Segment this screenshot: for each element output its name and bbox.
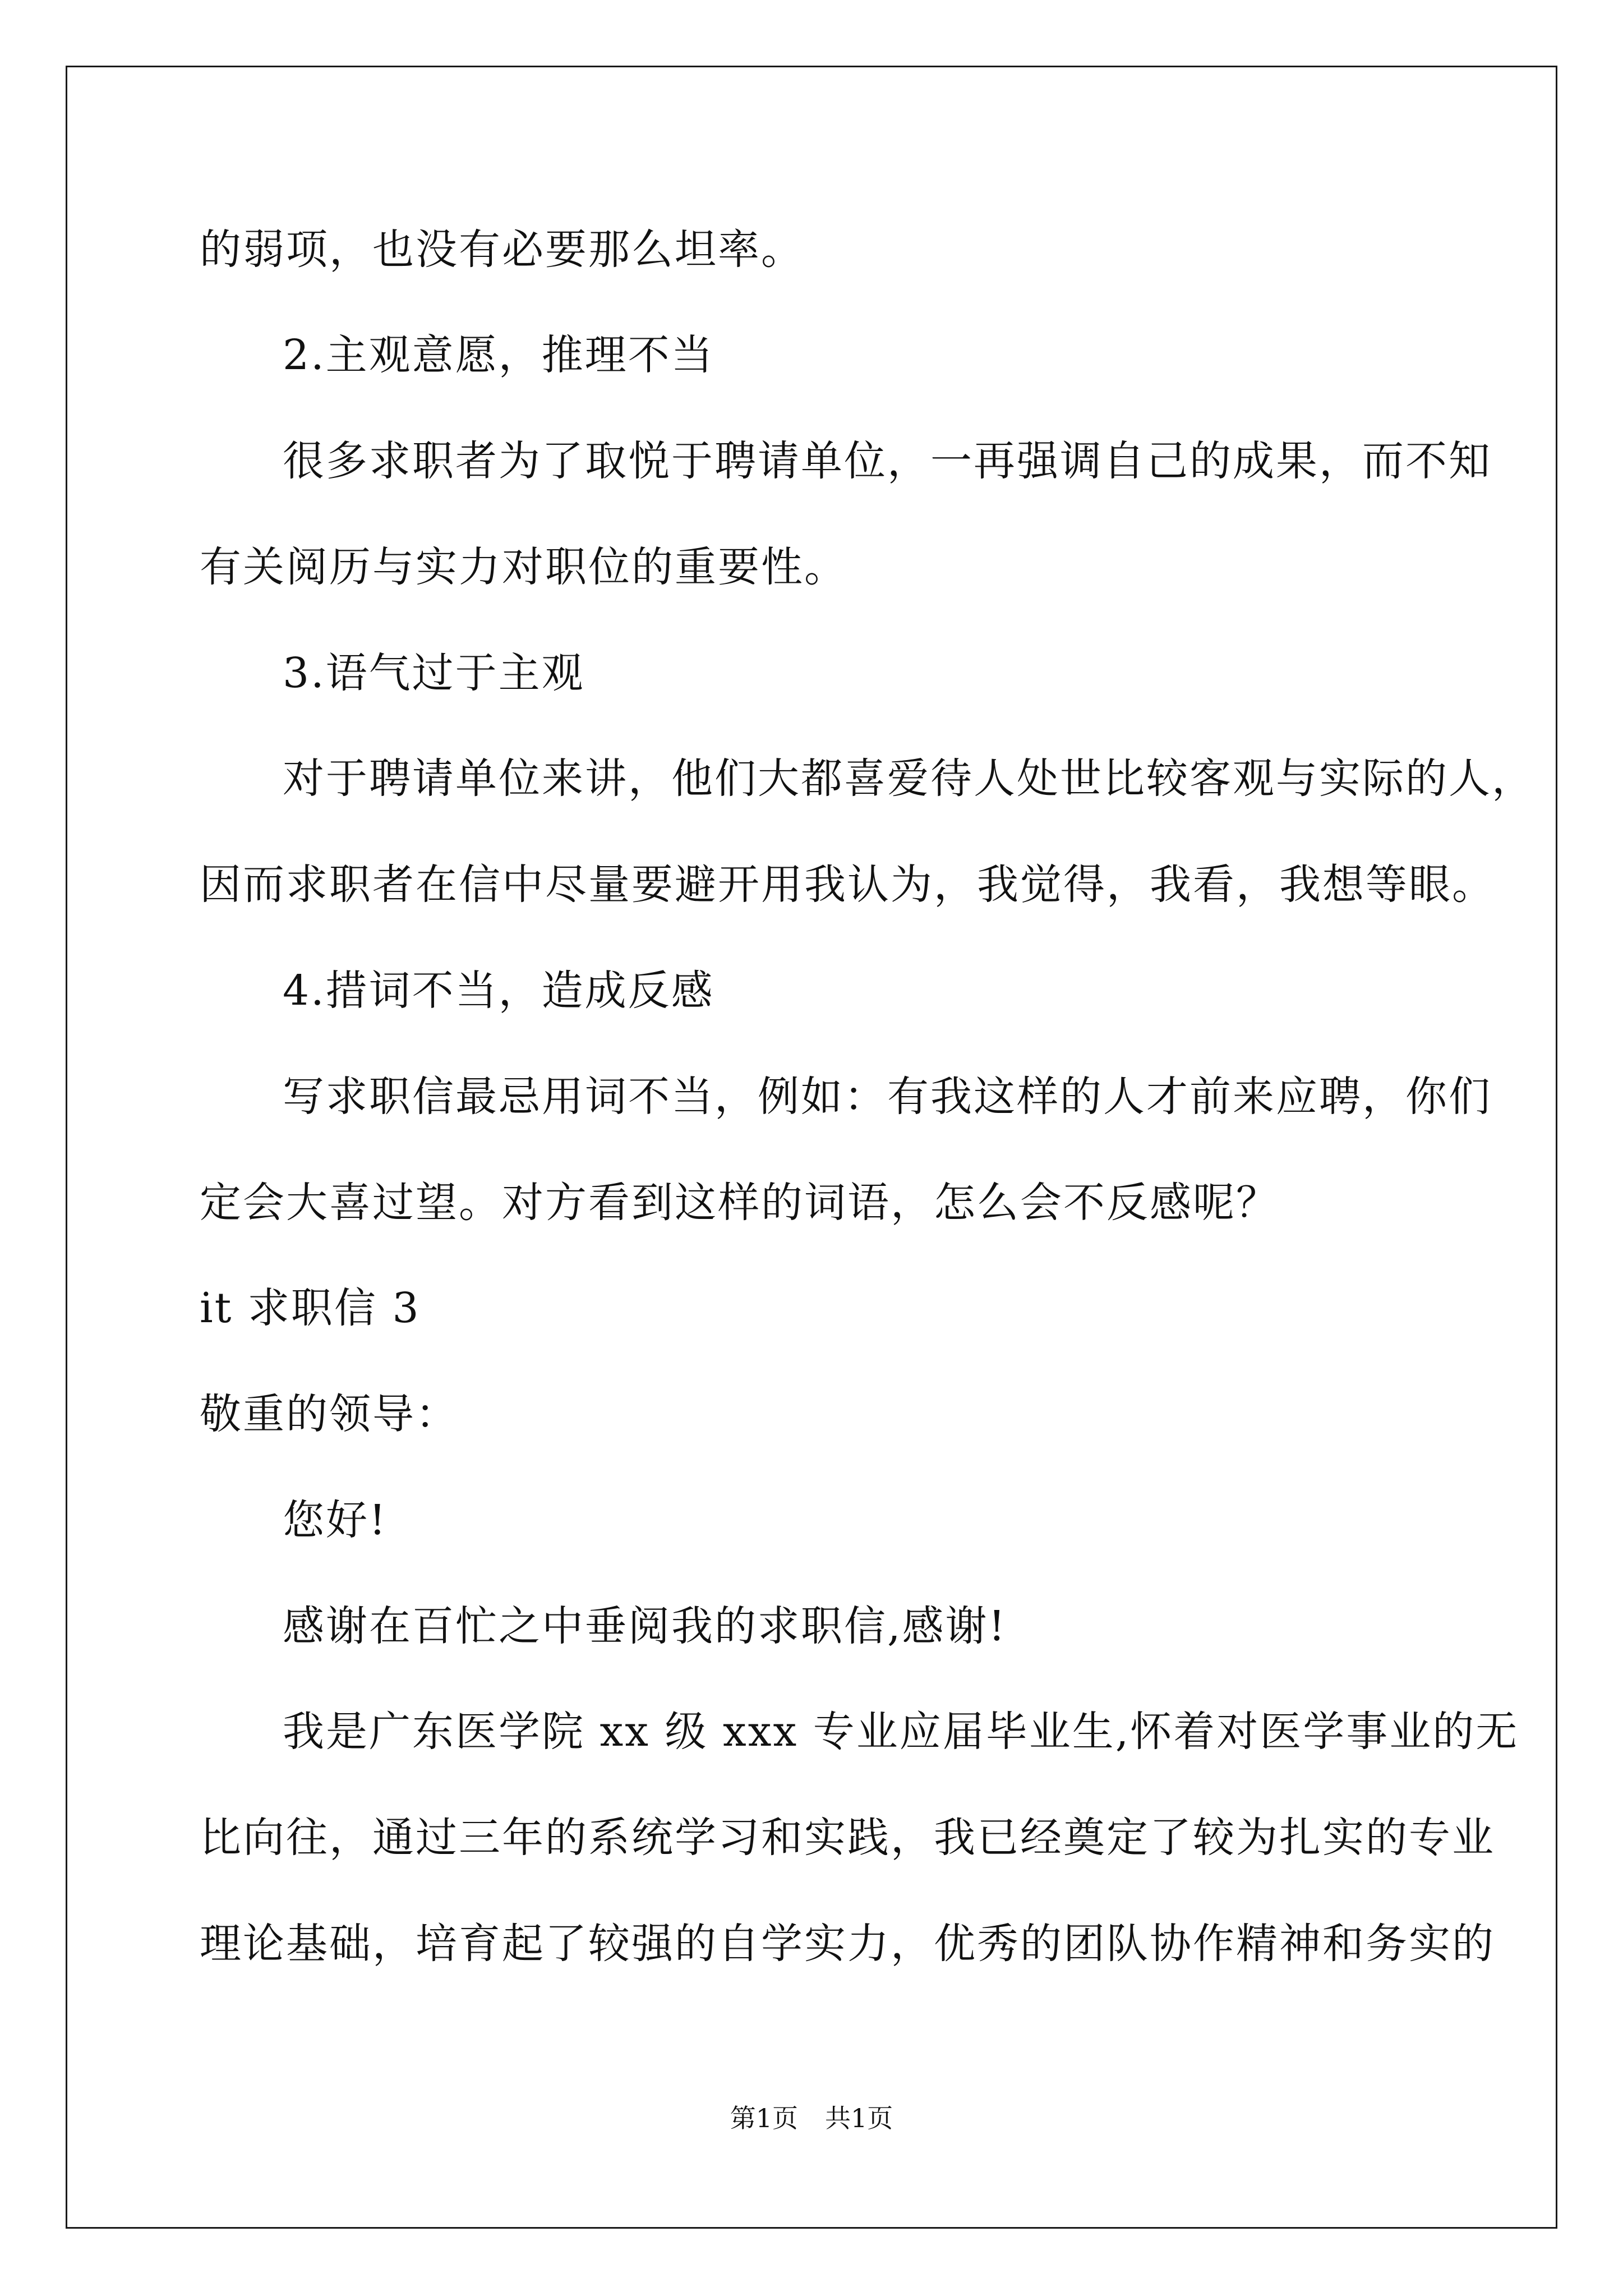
- text-line-16: 比向往，通过三年的系统学习和实践，我已经奠定了较为扎实的专业: [200, 1814, 1495, 1862]
- text-line-7: 因而求职者在信中尽量要避开用我认为，我觉得，我看，我想等眼。: [200, 861, 1495, 909]
- page-total: 共1页: [825, 2103, 893, 2133]
- page-border: [66, 66, 1557, 2229]
- section-heading-2: 2.主观意愿，推理不当: [283, 331, 714, 379]
- text-line-10: 定会大喜过望。对方看到这样的词语，怎么会不反感呢？: [200, 1179, 1279, 1227]
- greeting: 您好!: [283, 1496, 388, 1544]
- section-heading-3: 3.语气过于主观: [283, 649, 585, 697]
- text-line-9: 写求职信最忌用词不当，例如：有我这样的人才前来应聘，你们: [283, 1073, 1492, 1121]
- page-footer: [0, 2101, 1623, 2135]
- text-line-14: 感谢在百忙之中垂阅我的求职信,感谢!: [283, 1602, 1007, 1650]
- text-line-4: 有关阅历与实力对职位的重要性。: [200, 543, 847, 591]
- text-line-1: 的弱项，也没有必要那么坦率。: [200, 226, 804, 274]
- text-line-3: 很多求职者为了取悦于聘请单位，一再强调自己的成果，而不知: [283, 437, 1492, 485]
- salutation: 敬重的领导：: [200, 1390, 459, 1438]
- text-line-15: 我是广东医学院 xx 级 xxx 专业应届毕业生,怀着对医学事业的无: [283, 1708, 1519, 1756]
- section-heading-4: 4.措词不当，造成反感: [283, 967, 714, 1015]
- letter-title: it 求职信 3: [200, 1284, 421, 1332]
- text-line-6: 对于聘请单位来讲，他们大都喜爱待人处世比较客观与实际的人，: [283, 754, 1535, 803]
- text-line-17: 理论基础，培育起了较强的自学实力，优秀的团队协作精神和务实的: [200, 1920, 1495, 1968]
- page-number: 第1页: [730, 2103, 798, 2133]
